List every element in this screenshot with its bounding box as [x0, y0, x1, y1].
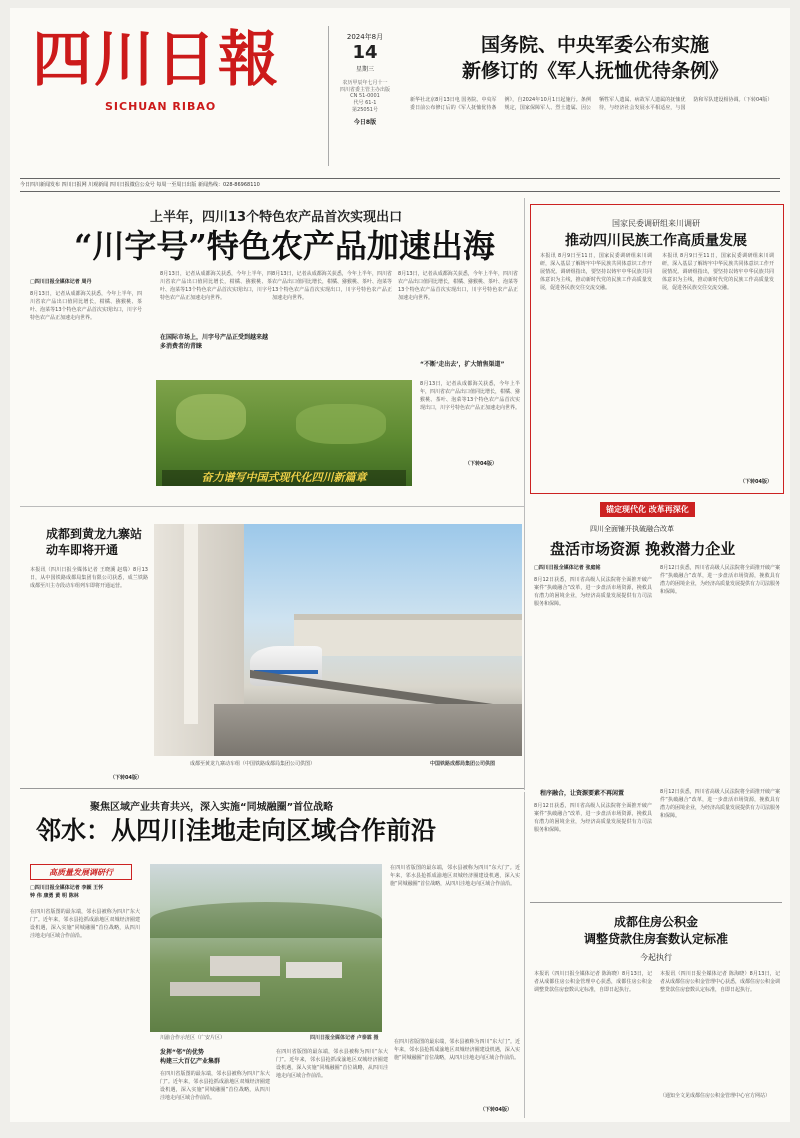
story-chuanzihao-body-col3: 8月13日，记者从成都海关获悉，今年上半年，四川省农产品出口值同比增长，柑橘、猕猴桃、茶叶、泡菜等13个特色农产品首次实现出口，川字号特色农产品正加速走向世界。 [272, 271, 392, 301]
issue-code2: 第25051号 [352, 107, 378, 113]
story-linshui-body-col2: 在四川省版图的最东端，邻水县被称为四川“东大门”。近年来，邻水县抢抓成渝地区双城经济圈建设机遇，深入实施“同城融圈”首位战略，从四川洼地走向区域合作前沿。 [390, 865, 520, 887]
story-linshui-body-col3: 在四川省版图的最东端，邻水县被称为四川“东大门”。近年来，邻水县抢抓成渝地区双城经济圈建设机遇，深入实施“同城融圈”首位战略，从四川洼地走向区域合作前沿。 [160, 1071, 270, 1101]
story-minzu-body-col1: 本报讯 8月9日至11日，国家民委调研组来川调研，深入基层了解铸牢中华民族共同体意识工作开展情况。调研组指出，要坚持以铸牢中华民族共同体意识为主线，推动新时代党的民族工作高质量发展，促进各民族交往交流交融。 [540, 253, 652, 291]
story-chuanzihao-body-col5: 8月13日，记者从成都海关获悉，今年上半年，四川省农产品出口值同比增长，柑橘、猕猴桃、茶叶、泡菜等13个特色农产品首次实现出口，川字号特色农产品正加速走向世界。 [420, 381, 520, 411]
train-photo [154, 524, 522, 756]
story-linshui-caption2: 四川日报全媒体记者 卢泰霖 摄 [310, 1035, 379, 1041]
masthead-logo-roman: SICHUAN RIBAO [105, 100, 217, 113]
top-headline: 国务院、中央军委公布实施 新修订的《军人抚恤优待条例》 [461, 34, 728, 82]
story-chuanzihao-body-col4: 8月13日，记者从成都海关获悉，今年上半年，四川省农产品出口值同比增长，柑橘、猕猴桃、茶叶、泡菜等13个特色农产品首次实现出口，川字号特色农产品正加速走向世界。 [398, 271, 518, 301]
issue-day: 14 [352, 42, 378, 63]
reform-body-col2: 8月12日获悉，四川省高级人民法院将全面推开破产案件“执破融合”改革，进一步盘活市场资源，挽救具有潜力的困境企业，为经济高质量发展提供有力司法服务和保障。 [660, 565, 780, 595]
story-linshui-caption1: 川渝合作示范区（广安片区） [160, 1035, 226, 1041]
story-linshui-end: （下转04版） [480, 1107, 512, 1113]
story-fund-body-col2: 本报讯（四川日报全媒体记者 陈海晓）8月13日，记者从成都住房公积金管理中心获悉，成都住房公积金调整贷款住房套数认定标准，自即日起执行。 [660, 971, 780, 993]
story-chuanzihao-kicker: 上半年，四川13个特色农产品首次实现出口 [150, 210, 403, 225]
masthead-logo: 四川日報 [32, 25, 280, 95]
masthead-strip: 今日四川新闻发布 四川日报网 川观新闻 四川日报微信公众号 每周一至周日出版 新闻热线：028-86968110 [20, 178, 780, 192]
issue-code1: 代号 61-1 [353, 100, 377, 106]
masthead-date-box [328, 26, 401, 166]
story-chuanzihao-body: 8月13日，记者从成都海关获悉，今年上半年，四川省农产品出口值同比增长，柑橘、猕猴桃、茶叶、泡菜等13个特色农产品首次实现出口，川字号特色农产品正加速走向世界。 [30, 291, 142, 321]
story-linshui-title: 邻水：从四川洼地走向区域合作前沿 [36, 816, 437, 845]
reform-title: 盘活市场资源 挽救潜力企业 [550, 540, 736, 558]
issue-date: 2024年8月 [346, 33, 384, 41]
reform-body-col1: 8月12日获悉，四川省高级人民法院将全面推开破产案件“执破融合”改革，进一步盘活市场资源，挽救具有潜力的困境企业，为经济高质量发展提供有力司法服务和保障。 [534, 577, 652, 607]
story-linshui-body-col4: 在四川省版图的最东端，邻水县被称为四川“东大门”。近年来，邻水县抢抓成渝地区双城经济圈建设机遇，深入实施“同城融圈”首位战略，从四川洼地走向区域合作前沿。 [276, 1049, 388, 1079]
reform-subhead: 程序融合，让资源要素不再闲置 [540, 790, 625, 797]
reform-label: 锚定现代化 改革再深化 [600, 502, 695, 517]
story-minzu-title: 推动四川民族工作高质量发展 [565, 233, 747, 249]
newspaper-front-page [10, 8, 790, 1122]
story-minzu-body-col2: 本报讯 8月9日至11日，国家民委调研组来川调研，深入基层了解铸牢中华民族共同体意识工作开展情况。调研组指出，要坚持以铸牢中华民族共同体意识为主线，推动新时代党的民族工作高质量发展，促进各民族交往交流交融。 [662, 253, 774, 291]
story-chuanzihao-subhead: 在国际市场上，川字号产品正受到越来越多消费者的青睐 [160, 334, 269, 350]
issue-weekday: 星期三 [355, 66, 374, 73]
story-fund-title: 成都住房公积金 调整贷款住房套数认定标准 [583, 915, 728, 946]
story-fund-body-col1: 本报讯（四川日报全媒体记者 陈海晓）8月13日，记者从成都住房公积金管理中心获悉，成都住房公积金调整贷款住房套数认定标准，自即日起执行。 [534, 971, 652, 993]
story-train-caption: 成都至黄龙九寨动车组（中国铁路成都局集团公司供图） [190, 761, 316, 767]
story-linshui-body-col1: 在四川省版图的最东端，邻水县被称为四川“东大门”。近年来，邻水县抢抓成渝地区双城经济圈建设机遇，深入实施“同城融圈”首位战略，从四川洼地走向区域合作前沿。 [30, 909, 140, 939]
story-train-body: 本报讯（四川日报全媒体记者 王晓溪 赵瑞）8月13日，从中国铁路成都局集团有限公司获悉，成兰铁路成都至川主寺段动车组列车即将开通运营。 [30, 567, 148, 589]
reform-kicker: 四川全面铺开执破融合改革 [590, 525, 674, 533]
issue-lunar: 农历甲辰年七月十一 [342, 80, 388, 86]
story-chuanzihao-subhead2: “不断‘走出去’，扩大销售渠道” [420, 361, 505, 368]
story-fund-subtitle: 今起执行 [640, 953, 672, 962]
story-linshui-kicker: 聚焦区域产业共育共兴，深入实施“同城融圈”首位战略 [90, 802, 334, 813]
issue-publisher: 四川省委主管主办出版 [339, 87, 390, 93]
reform-body-col3: 8月12日获悉，四川省高级人民法院将全面推开破产案件“执破融合”改革，进一步盘活市场资源，挽救具有潜力的困境企业，为经济高质量发展提供有力司法服务和保障。 [534, 803, 652, 833]
story-chuanzihao-byline: □四川日报全媒体记者 周丹 [30, 279, 92, 285]
reform-byline: □四川日报全媒体记者 张庭铭 [534, 565, 601, 571]
reform-body-col4: 8月12日获悉，四川省高级人民法院将全面推开破产案件“执破融合”改革，进一步盘活市场资源，挽救具有潜力的困境企业，为经济高质量发展提供有力司法服务和保障。 [660, 789, 780, 819]
top-headline-body: 新华社北京8月13日电 国务院、中央军委日前公布修订后的《军人抚恤优待条例》，自2024年10月1日起施行。条例规定，国家保障军人、烈士遗属、因公牺牲军人遗属、病故军人遗属的抚恤优待，与经济社会发展水平相适应，与国防和军队建设相协调。（下转04版） [410, 97, 773, 111]
story-minzu-end: （下转04版） [740, 479, 772, 485]
story-chuanzihao-end: （下转04版） [465, 461, 497, 467]
issue-pages: 今日8版 [353, 119, 377, 126]
story-train-end: （下转04版） [110, 775, 142, 781]
story-linshui-series: 高质量发展调研行 [30, 864, 132, 880]
story-chuanzihao-banner: 奋力谱写中国式现代化四川新篇章 [162, 470, 406, 486]
story-train-credit: 中国铁路成都局集团公司供图 [430, 761, 496, 767]
story-chuanzihao-body-col2: 8月13日，记者从成都海关获悉，今年上半年，四川省农产品出口值同比增长，柑橘、猕猴桃、茶叶、泡菜等13个特色农产品首次实现出口，川字号特色农产品正加速走向世界。 [160, 271, 272, 301]
story-chuanzihao-title: “川字号”特色农产品加速出海 [74, 227, 495, 265]
linshui-photo [150, 864, 382, 1032]
issue-cn: CN 51-0001 [350, 93, 380, 99]
story-minzu-kicker: 国家民委调研组来川调研 [612, 219, 700, 228]
story-linshui-byline: □四川日报全媒体记者 李颖 王怀 钟 伟 康勇 黄 明 陈林 [30, 885, 104, 899]
story-linshui-body-col5: 在四川省版图的最东端，邻水县被称为四川“东大门”。近年来，邻水县抢抓成渝地区双城经济圈建设机遇，深入实施“同城融圈”首位战略，从四川洼地走向区域合作前沿。 [394, 1039, 520, 1061]
story-fund-end: （通知全文见成都住房公积金管理中心官方网站） [660, 1093, 771, 1099]
story-train-title: 成都到黄龙九寨站 动车即将开通 [46, 527, 143, 557]
story-linshui-subhead: 发挥“邻”的优势 构建三大百亿产业集群 [160, 1049, 221, 1065]
